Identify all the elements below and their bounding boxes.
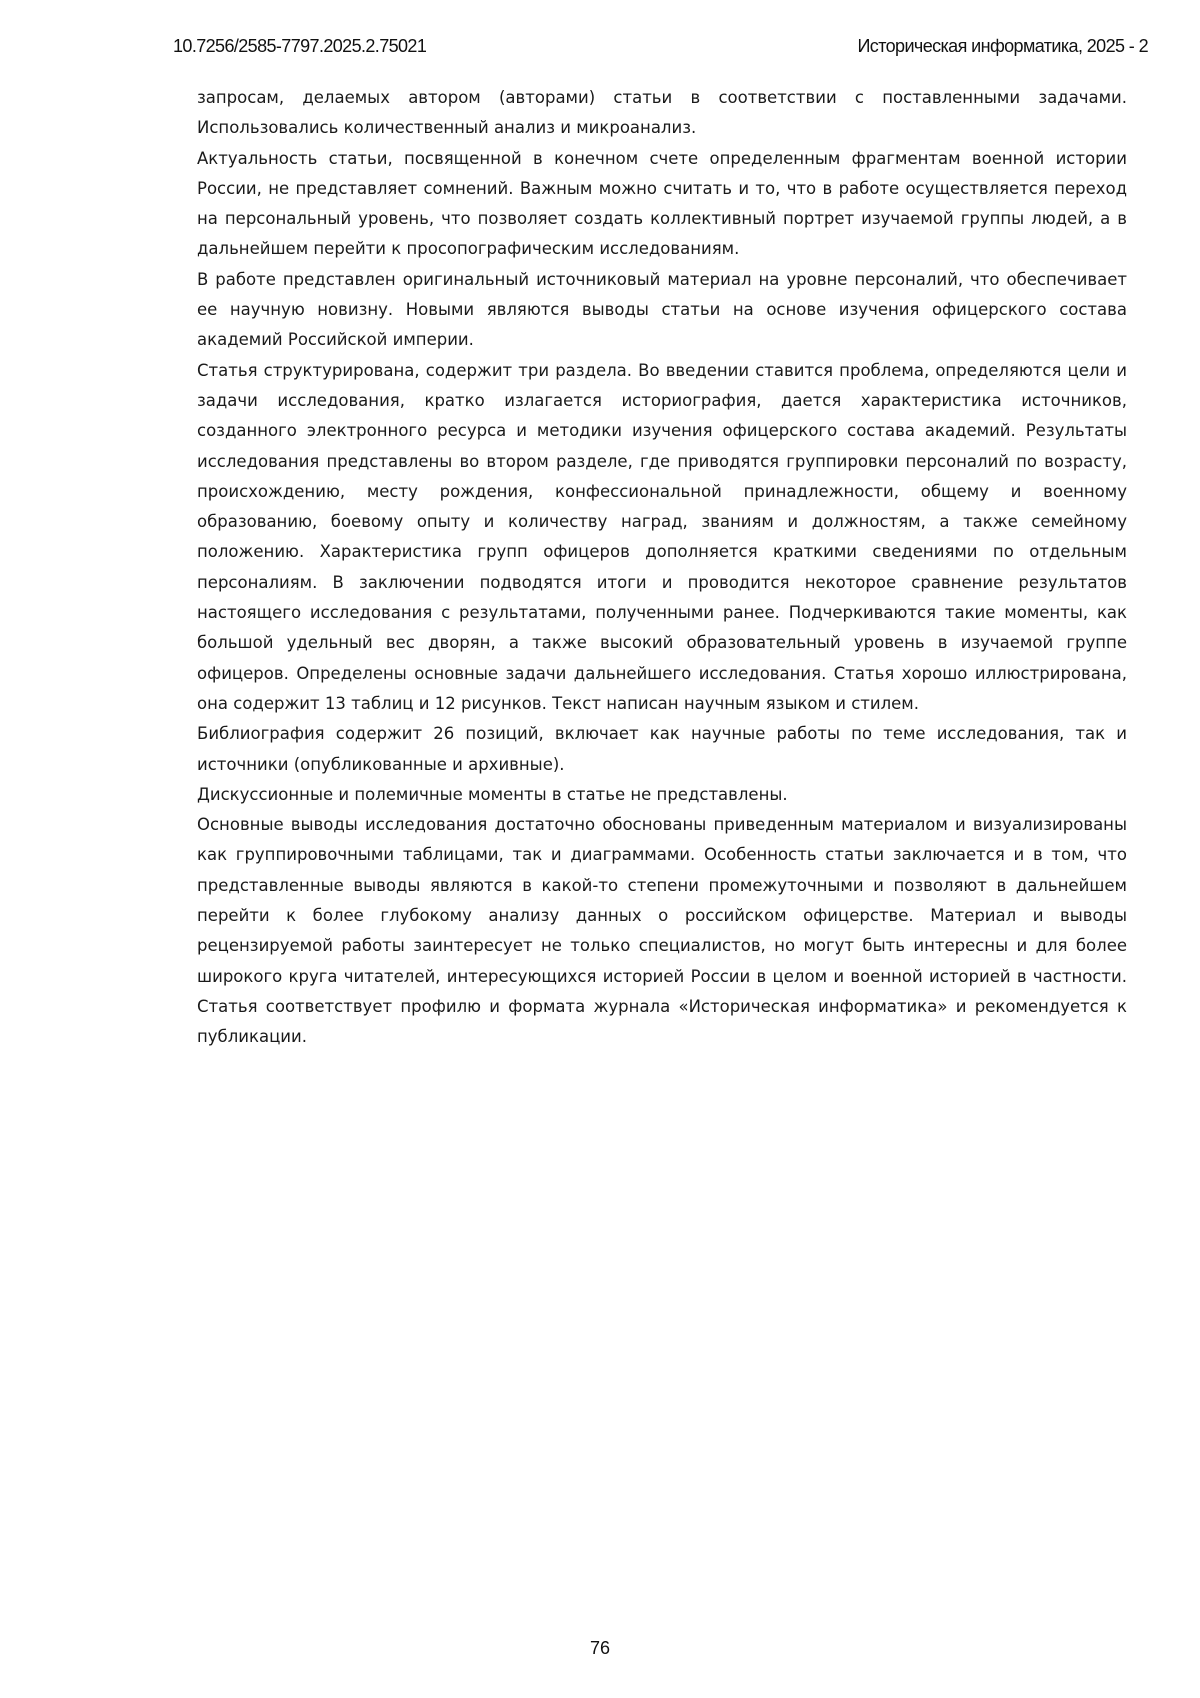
page-number: 76 [589, 1638, 611, 1658]
doi-label: 10.7256/2585-7797.2025.2.75021 [173, 36, 427, 56]
paragraph-discussion: Дискуссионные и полемичные моменты в статье не представлены. [197, 784, 788, 804]
journal-title: Историческая информатика, 2025 - 2 [857, 36, 1148, 56]
paragraph-conclusions: Основные выводы исследования достаточно обоснованы приведенным материалом и визуализированы как группировочными таблицами, так и диаграммами. Особенность статьи заключается и в том, что представленные выводы являются в какой-то степени промежуточными и позволяют в дальнейшем перейти к более глубокому анализу данных о российском офицерстве. Материал и выводы рецензируемой работы заинтересует не только специалистов, но могут быть интересны и для более широкого круга читателей, интересующихся историей России в целом и военной историей в частности. Статья соответствует профилю и формата журнала «Историческая информатика» и рекомендуется к публикации. [197, 815, 1127, 1047]
review-body [197, 83, 1127, 1053]
paragraph-structure: Статья структурирована, содержит три раздела. Во введении ставится проблема, определяются цели и задачи исследования, кратко излагается историография, дается характеристика источников, созданного электронного ресурса и методики изучения офицерского состава академий. Результаты исследования представлены во втором разделе, где приводятся группировки персоналий по возрасту, происхождению, месту рождения, конфессиональной принадлежности, общему и военному образованию, боевому опыту и количеству наград, званиям и должностям, а также семейному положению. Характеристика групп офицеров дополняется краткими сведениями по отдельным персоналиям. В заключении подводятся итоги и проводится некоторое сравнение результатов настоящего исследования с результатами, полученными ранее. Подчеркиваются такие моменты, как большой удельный вес дворян, а также высокий образовательный уровень в изучаемой группе офицеров. Определены основные задачи дальнейшего исследования. Статья хорошо иллюстрирована, она содержит 13 таблиц и 12 рисунков. Текст написан научным языком и стилем. [197, 360, 1127, 713]
paragraph-bibliography: Библиография содержит 26 позиций, включает как научные работы по теме исследования, так и источники (опубликованные и архивные). [197, 724, 1127, 774]
paragraph-relevance: Актуальность статьи, посвященной в конечном счете определенным фрагментам военной истории России, не представляет сомнений. Важным можно считать и то, что в работе осуществляется переход на персональный уровень, что позволяет создать коллективный портрет изучаемой группы людей, а в дальнейшем перейти к просопографическим исследованиям. [197, 148, 1127, 259]
paragraph-novelty: В работе представлен оригинальный источниковый материал на уровне персоналий, что обеспечивает ее научную новизну. Новыми являются выводы статьи на основе изучения офицерского состава академий Российской империи. [197, 269, 1127, 350]
paragraph-methods: запросам, делаемых автором (авторами) статьи в соответствии с поставленными задачами. Использовались количественный анализ и микроанализ. [197, 88, 1127, 138]
page-header [173, 36, 1148, 60]
